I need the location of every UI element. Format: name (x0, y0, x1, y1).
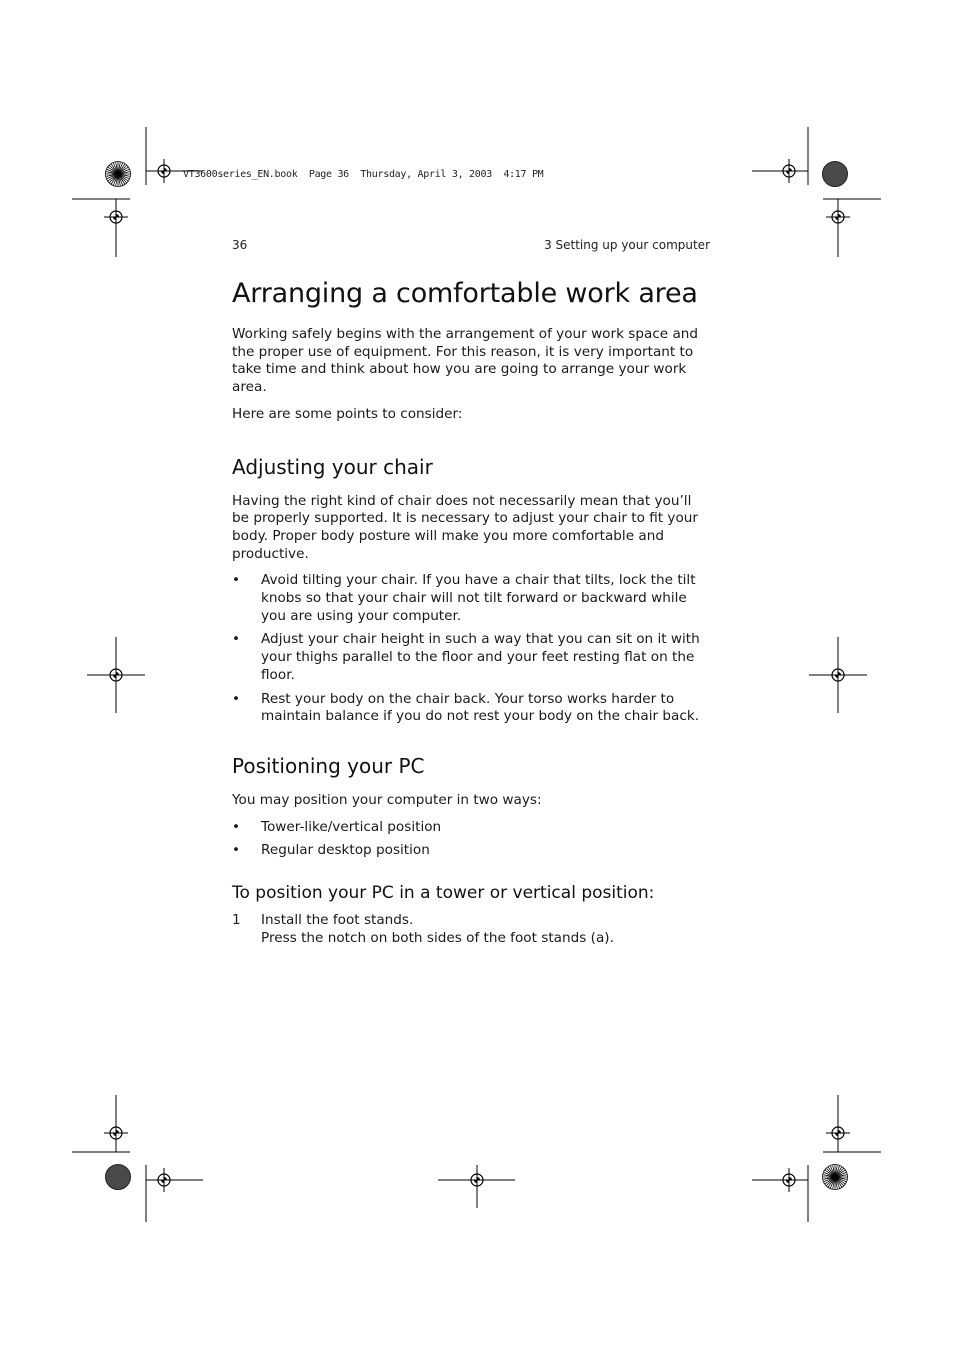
list-item (232, 819, 712, 837)
list-item-text: Tower-like/vertical position (261, 818, 442, 835)
step-item (232, 912, 712, 947)
solid-dot-target-icon (106, 1165, 131, 1190)
section-paragraph: You may position your computer in two ways: (232, 791, 542, 808)
section-heading: Adjusting your chair (232, 454, 433, 479)
solid-dot-target-icon (823, 162, 848, 187)
step-text: Press the notch on both sides of the foot stands (a). (261, 929, 614, 946)
list-item-text: Avoid tilting your chair. If you have a chair that tilts, lock the tilt knobs so that your chair will not tilt forward or backward while you are using your computer. (261, 572, 696, 624)
intro-paragraph: Working safely begins with the arrangement of your work space and the proper use of equipment. For this reason, it is very important to take time and think about how you are going to arrange your work area. (232, 326, 699, 396)
list-item-text: Adjust your chair height in such a way that you can sit on it with your thighs parallel to the floor and your feet resting flat on the floor. (261, 631, 700, 683)
step-number: 1 (232, 912, 241, 929)
list-item (232, 572, 712, 625)
bullet-list (232, 572, 712, 726)
pc-section (232, 753, 712, 860)
bullet-marker: • (232, 572, 241, 589)
section-paragraph: Having the right kind of chair does not necessarily mean that you’ll be properly supported. It is necessary to adjust your chair to fit your body. Proper body posture will make you more comfortable and productive. (232, 492, 698, 562)
starburst-target-icon (106, 162, 131, 187)
list-item (232, 691, 712, 726)
step-list (232, 912, 712, 947)
bullet-marker: • (232, 842, 241, 859)
chapter-title: 3 Setting up your computer (544, 238, 710, 252)
list-item-text: Rest your body on the chair back. Your torso works harder to maintain balance if you do not rest your body on the chair back. (261, 690, 700, 725)
list-item (232, 631, 712, 684)
bullet-marker: • (232, 690, 241, 707)
intro-paragraph: Here are some points to consider: (232, 405, 463, 422)
step-text: Install the foot stands. (261, 912, 414, 929)
procedure-section (232, 882, 712, 947)
print-slug: VT3600series_EN.book Page 36 Thursday, April 3, 2003 4:17 PM (183, 169, 544, 180)
list-item (232, 842, 712, 860)
section-heading: Positioning your PC (232, 753, 425, 778)
page-number: 36 (232, 238, 248, 252)
bullet-marker: • (232, 631, 241, 648)
page-title: Arranging a comfortable work area (232, 278, 698, 309)
list-item-text: Regular desktop position (261, 842, 430, 859)
page-content (232, 276, 712, 953)
chair-section (232, 454, 712, 726)
procedure-heading: To position your PC in a tower or vertical position: (232, 883, 655, 904)
bullet-list (232, 819, 712, 860)
starburst-target-icon (823, 1165, 848, 1190)
bullet-marker: • (232, 818, 241, 835)
